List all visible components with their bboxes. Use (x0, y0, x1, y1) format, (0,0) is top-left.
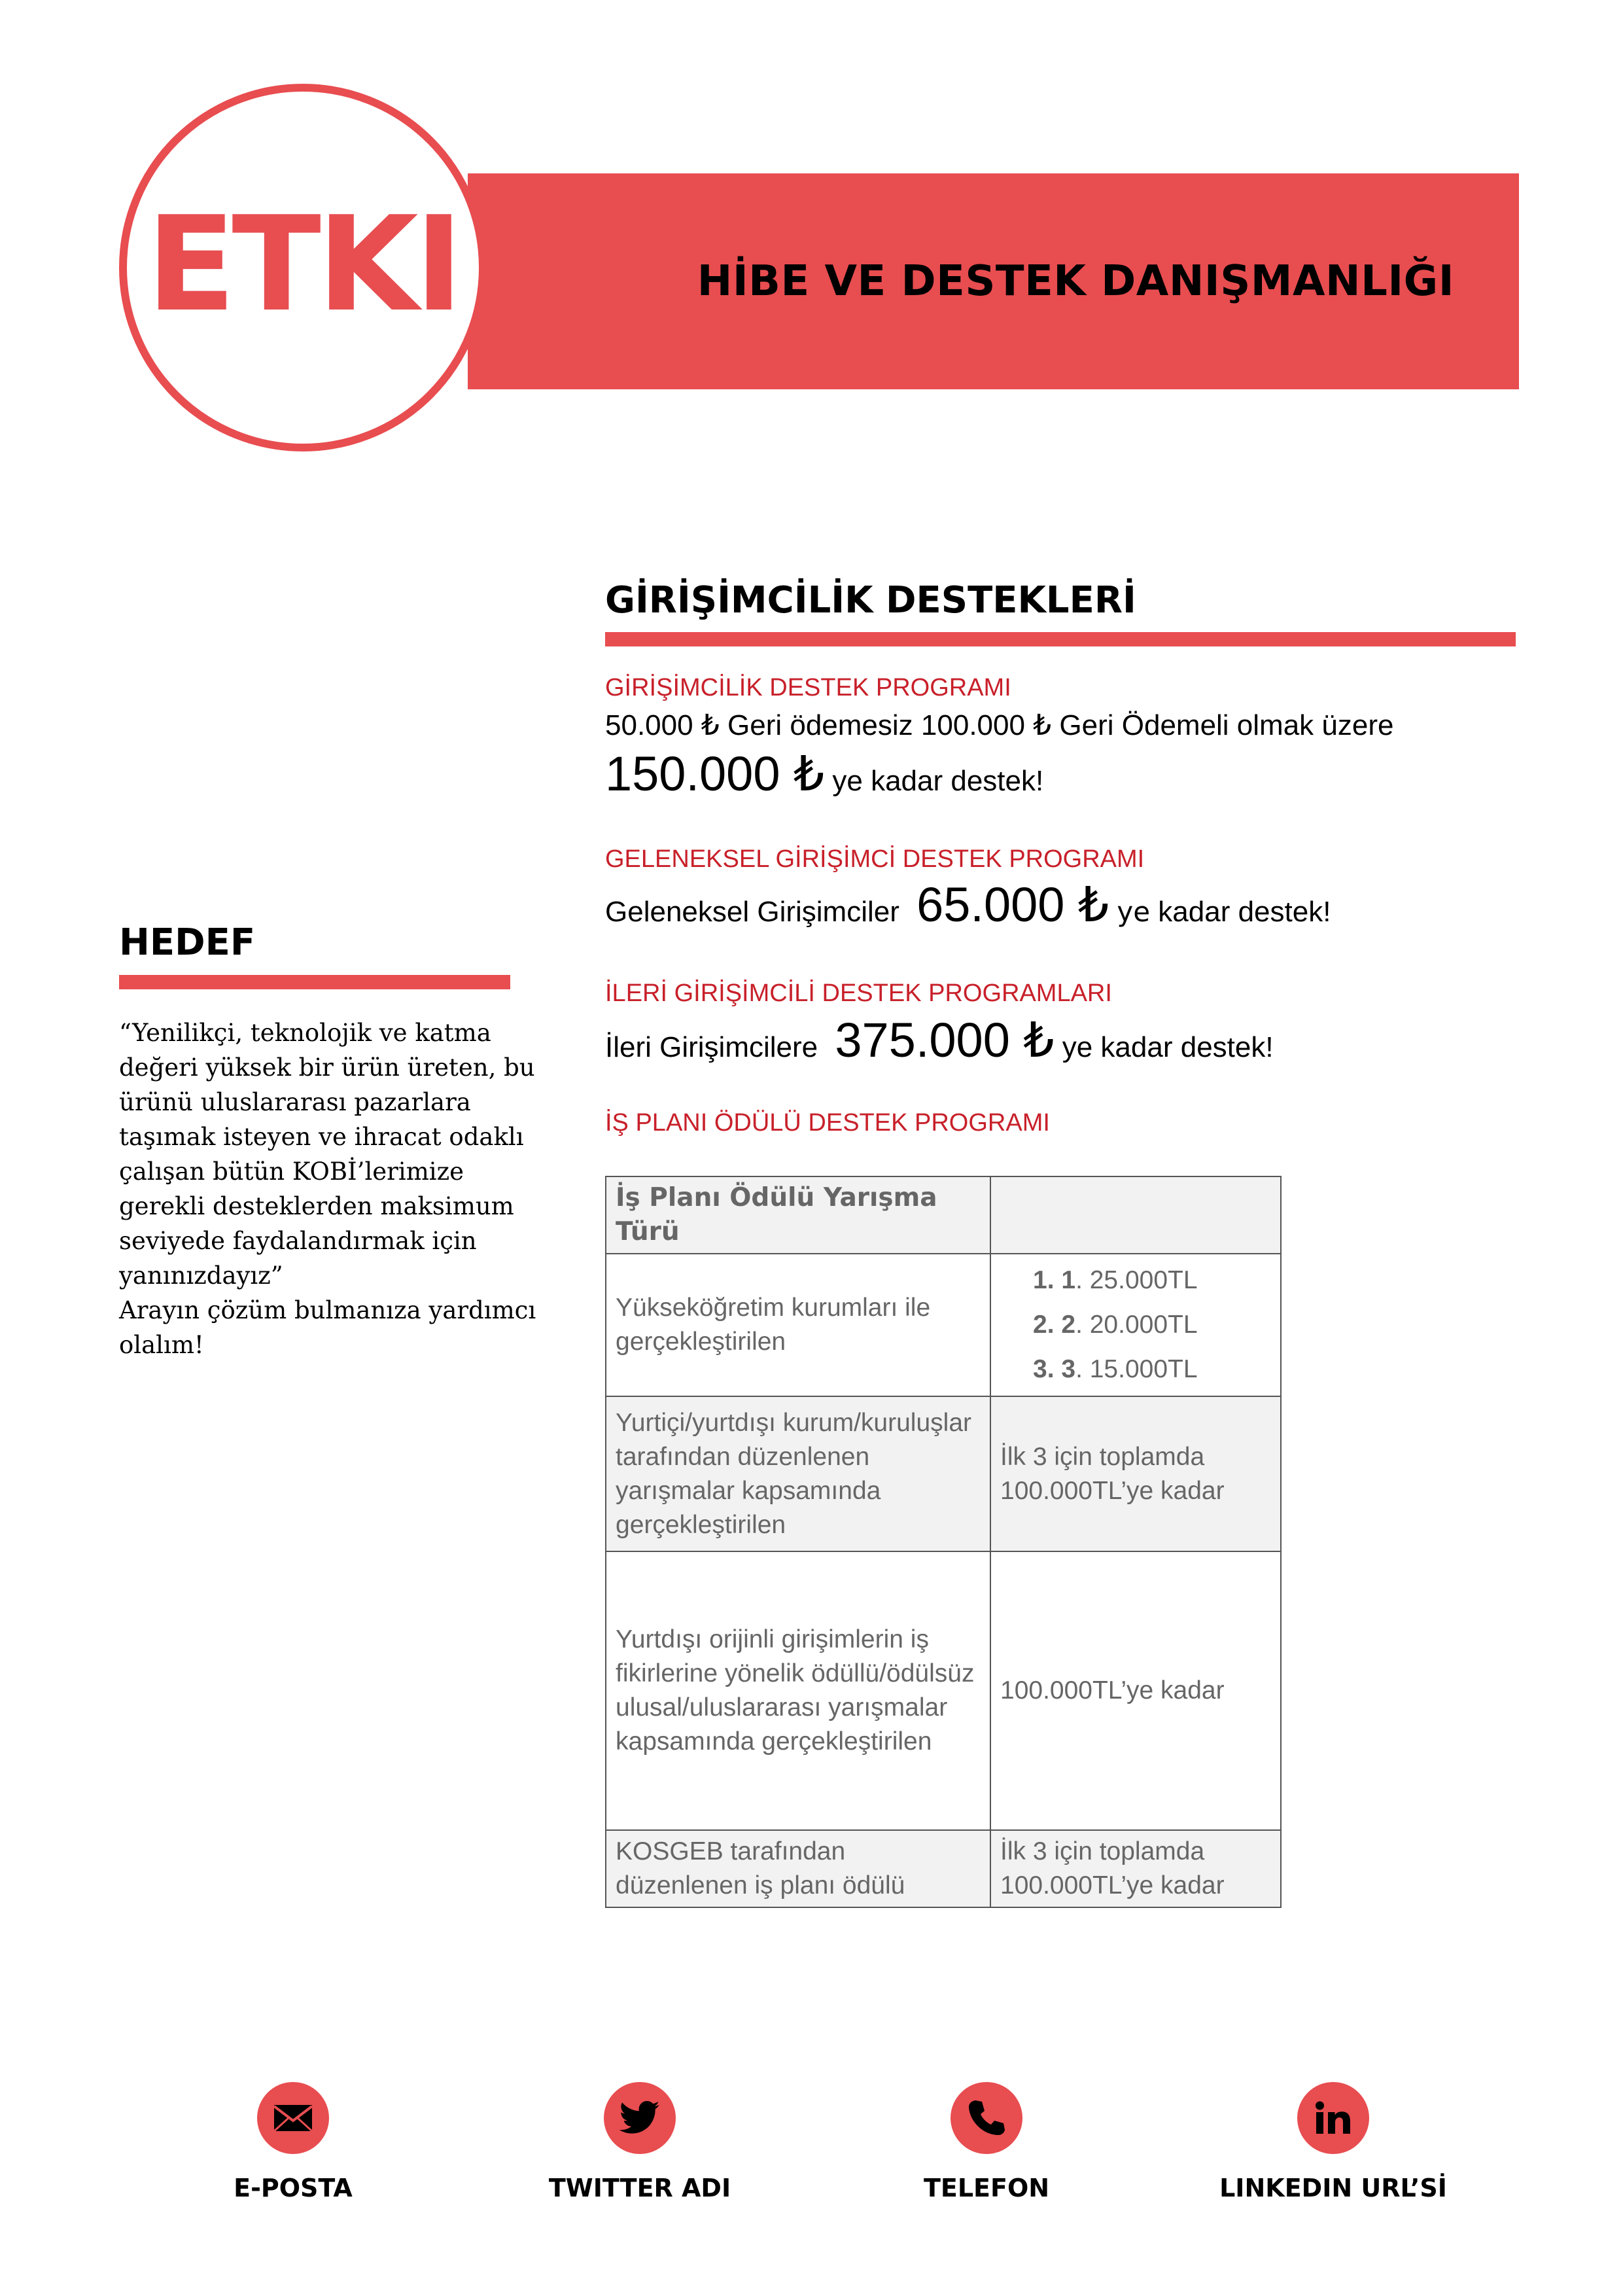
program-amount: 375.000 ₺ (835, 1013, 1055, 1067)
rank-number: 3. 3 (1033, 1355, 1076, 1383)
table-cell-award: İlk 3 için toplamda 100.000TL’ye kadar (990, 1830, 1281, 1907)
table-header-type: İş Planı Ödülü Yarışma Türü (606, 1176, 990, 1254)
header-title: HİBE VE DESTEK DANIŞMANLIĞI (697, 257, 1454, 306)
twitter-bird-icon[interactable] (604, 2082, 676, 2154)
hedef-cta: Arayın çözüm bulmanıza yardımcı olalım! (119, 1296, 536, 1359)
program-title-geleneksel: GELENEKSEL GİRİŞİMCİ DESTEK PROGRAMI (605, 845, 1145, 873)
table-cell-type: KOSGEB tarafından düzenlenen iş planı ödülü (606, 1830, 990, 1907)
hedef-quote: “Yenilikçi, teknolojik ve katma değeri yüksek bir ürün üreten, bu ürünü uluslararası pazarlara taşımak isteyen ve ihracat odaklı çalışan bütün KOBİ’lerimize gerekli desteklerden maksimum seviyede faydalandırmak için yanınızdayız” (119, 1019, 535, 1290)
hedef-divider (119, 975, 510, 989)
rank-item (1033, 1258, 1271, 1303)
program-amount-line-geleneksel (605, 877, 1331, 933)
award-table (605, 1176, 1282, 1908)
table-header-row (606, 1176, 1281, 1254)
rank-number: 1. 1 (1033, 1266, 1076, 1294)
rank-value: . 25.000TL (1075, 1266, 1198, 1294)
main-title: GİRİŞİMCİLİK DESTEKLERİ (605, 579, 1136, 622)
program-suffix: ye kadar destek! (832, 765, 1044, 797)
twitter-bird-icon-svg (619, 2100, 661, 2136)
rank-value: . 15.000TL (1075, 1355, 1198, 1383)
program-text-girisimcilik: 50.000 ₺ Geri ödemesiz 100.000 ₺ Geri Ödemeli olmak üzere (605, 709, 1394, 741)
logo (119, 84, 487, 451)
program-amount-line-girisimcilik (605, 746, 1043, 802)
program-suffix-b: kadar destek! (1158, 896, 1331, 928)
program-amount: 65.000 ₺ (916, 877, 1109, 932)
phone-icon-svg (968, 2099, 1005, 2137)
hedef-text (119, 1016, 538, 1362)
table-row (606, 1396, 1281, 1551)
envelope-icon[interactable] (257, 2082, 329, 2154)
footer-label-twitter: TWITTER ADI (548, 2174, 731, 2202)
table-cell-award (990, 1254, 1281, 1396)
envelope-icon-svg (273, 2104, 313, 2132)
program-title-girisimcilik: GİRİŞİMCİLİK DESTEK PROGRAMI (605, 674, 1011, 701)
program-suffix-a: ye (1117, 896, 1151, 928)
footer-label-phone: TELEFON (923, 2174, 1050, 2202)
logo-text: ETKI (146, 188, 460, 341)
table-cell-type: Yurtiçi/yurtdışı kurum/kuruluşlar tarafından düzenlenen yarışmalar kapsamında gerçekleştirilen (606, 1396, 990, 1551)
table-cell-type: Yükseköğretim kurumları ile gerçekleştirilen (606, 1254, 990, 1396)
rank-value: . 20.000TL (1075, 1311, 1198, 1339)
rank-item (1033, 1303, 1271, 1347)
main-divider (605, 632, 1516, 646)
table-cell-type: Yurtdışı orijinli girişimlerin iş fikirlerine yönelik ödüllü/ödülsüz ulusal/uluslararası yarışmalar kapsamında gerçekleştirilen (606, 1551, 990, 1830)
table-row (606, 1254, 1281, 1396)
table-cell-award: 100.000TL’ye kadar (990, 1551, 1281, 1830)
program-title-ileri: İLERİ GİRİŞİMCİLİ DESTEK PROGRAMLARI (605, 980, 1112, 1007)
phone-icon[interactable] (951, 2082, 1022, 2154)
footer-label-linkedin: LINKEDIN URL’Sİ (1219, 2174, 1447, 2202)
linkedin-icon[interactable] (1297, 2082, 1369, 2154)
table-header-award (990, 1176, 1281, 1254)
table-cell-award: İlk 3 için toplamda 100.000TL’ye kadar (990, 1396, 1281, 1551)
table-row (606, 1551, 1281, 1830)
rank-list (1000, 1258, 1271, 1392)
program-prefix: Geleneksel Girişimciler (605, 896, 899, 928)
program-title-is-plani: İŞ PLANI ÖDÜLÜ DESTEK PROGRAMI (605, 1109, 1050, 1137)
footer-label-email: E-POSTA (234, 2174, 353, 2202)
program-prefix: İleri Girişimcilere (605, 1031, 818, 1063)
program-amount: 150.000 ₺ (605, 747, 825, 801)
linkedin-icon-svg (1315, 2101, 1352, 2135)
rank-item (1033, 1347, 1271, 1392)
table-row (606, 1830, 1281, 1907)
program-suffix: ye kadar destek! (1062, 1031, 1274, 1063)
hedef-title: HEDEF (119, 921, 256, 964)
rank-number: 2. 2 (1033, 1311, 1076, 1339)
program-amount-line-ileri (605, 1012, 1274, 1069)
